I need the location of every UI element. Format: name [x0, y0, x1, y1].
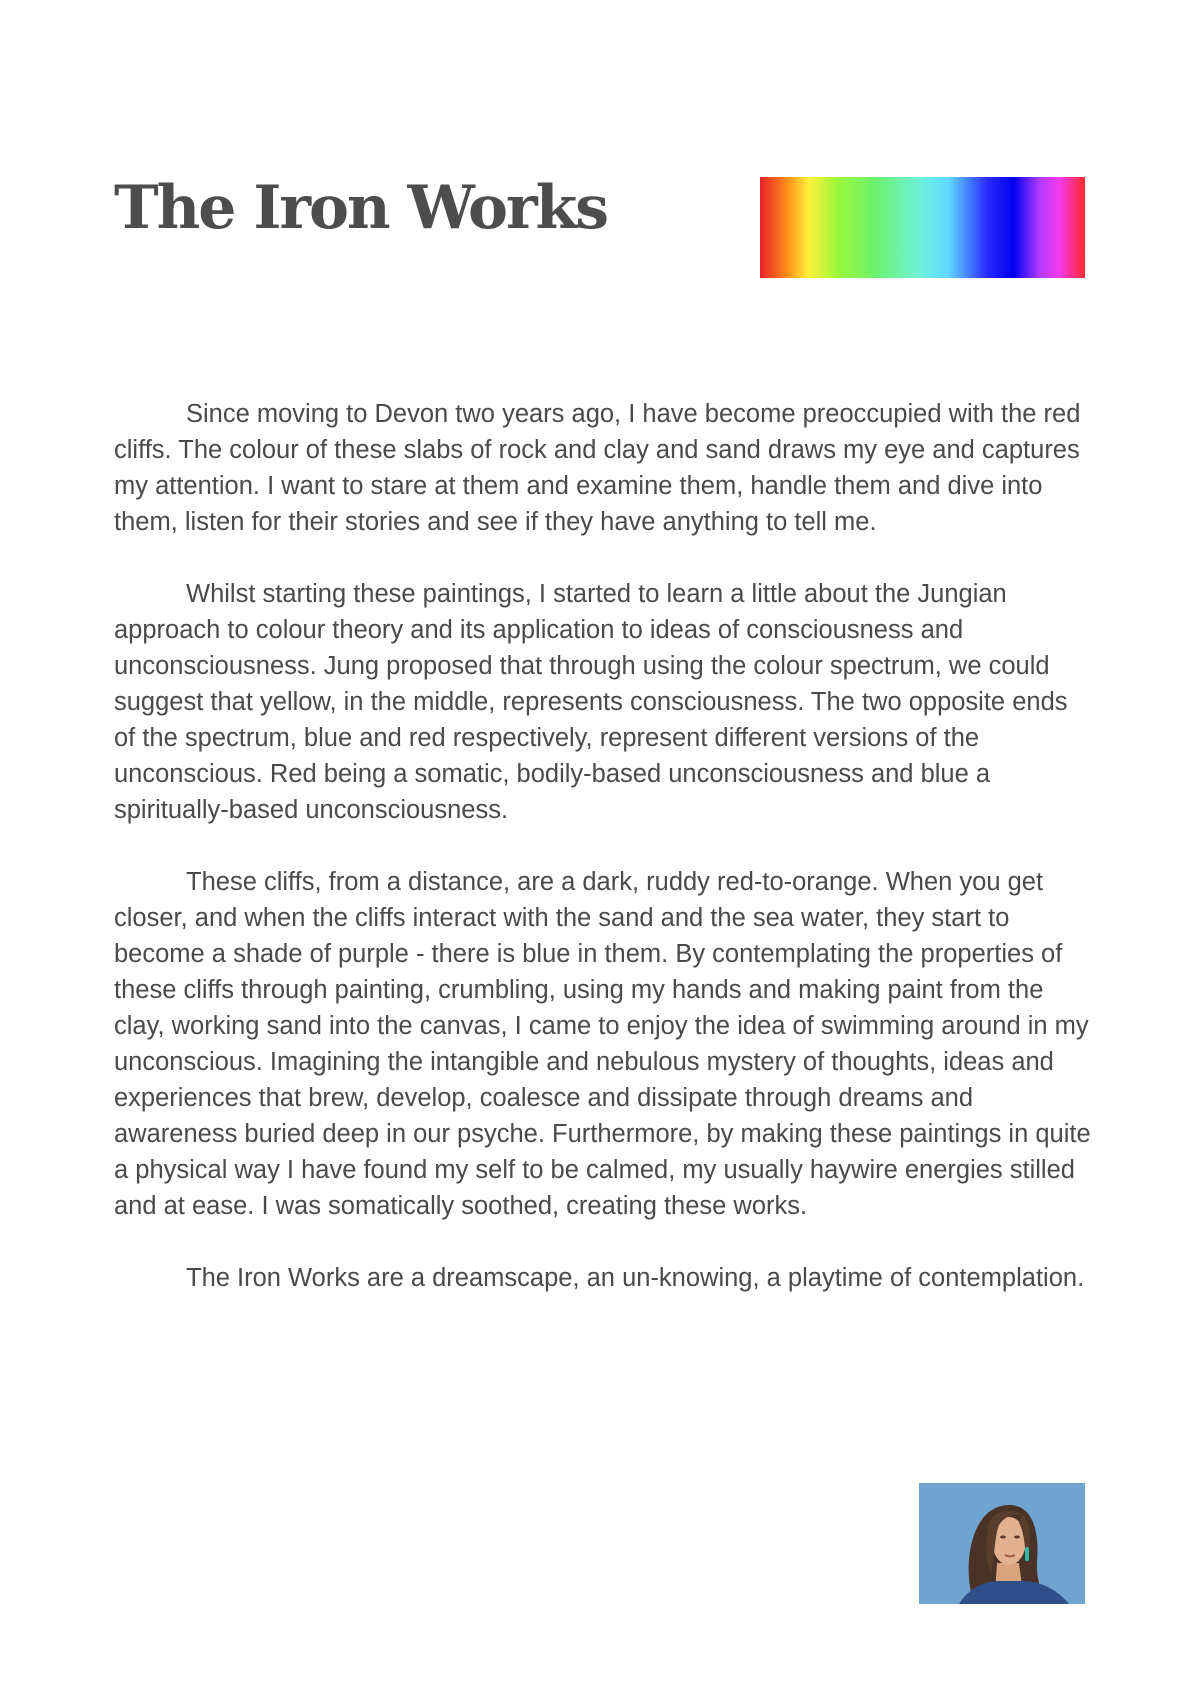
body-text: [114, 396, 1094, 1332]
paragraph-3: These cliffs, from a distance, are a dark, ruddy red-to-orange. When you get closer, and when the cliffs interact with the sand and the sea water, they start to become a shade of purple - there is blue in them. By contemplating the properties of these cliffs through painting, crumbling, using my hands and making paint from the clay, working sand into the canvas, I came to enjoy the idea of swimming around in my unconscious. Imagining the intangible and nebulous mystery of thoughts, ideas and experiences that brew, develop, coalesce and dissipate through dreams and awareness buried deep in our psyche. Furthermore, by making these paintings in quite a physical way I have found my self to be calmed, my usually haywire energies stilled and at ease. I was somatically soothed, creating these works.: [114, 868, 1091, 1220]
paragraph-4: The Iron Works are a dreamscape, an un-knowing, a playtime of contemplation.: [186, 1264, 1085, 1292]
page-title: The Iron Works: [114, 173, 608, 243]
artist-portrait: [919, 1483, 1085, 1604]
colour-spectrum-image: [760, 177, 1085, 278]
paragraph-2: Whilst starting these paintings, I started to learn a little about the Jungian approach to colour theory and its application to ideas of consciousness and unconsciousness. Jung proposed that through using the colour spectrum, we could suggest that yellow, in the middle, represents consciousness. The two opposite ends of the spectrum, blue and red respectively, represent different versions of the unconscious. Red being a somatic, bodily-based unconsciousness and blue a spiritually-based unconsciousness.: [114, 580, 1068, 824]
paragraph-1: Since moving to Devon two years ago, I have become preoccupied with the red cliffs. The colour of these slabs of rock and clay and sand draws my eye and captures my attention. I want to stare at them and examine them, handle them and dive into them, listen for their stories and see if they have anything to tell me.: [114, 400, 1081, 536]
